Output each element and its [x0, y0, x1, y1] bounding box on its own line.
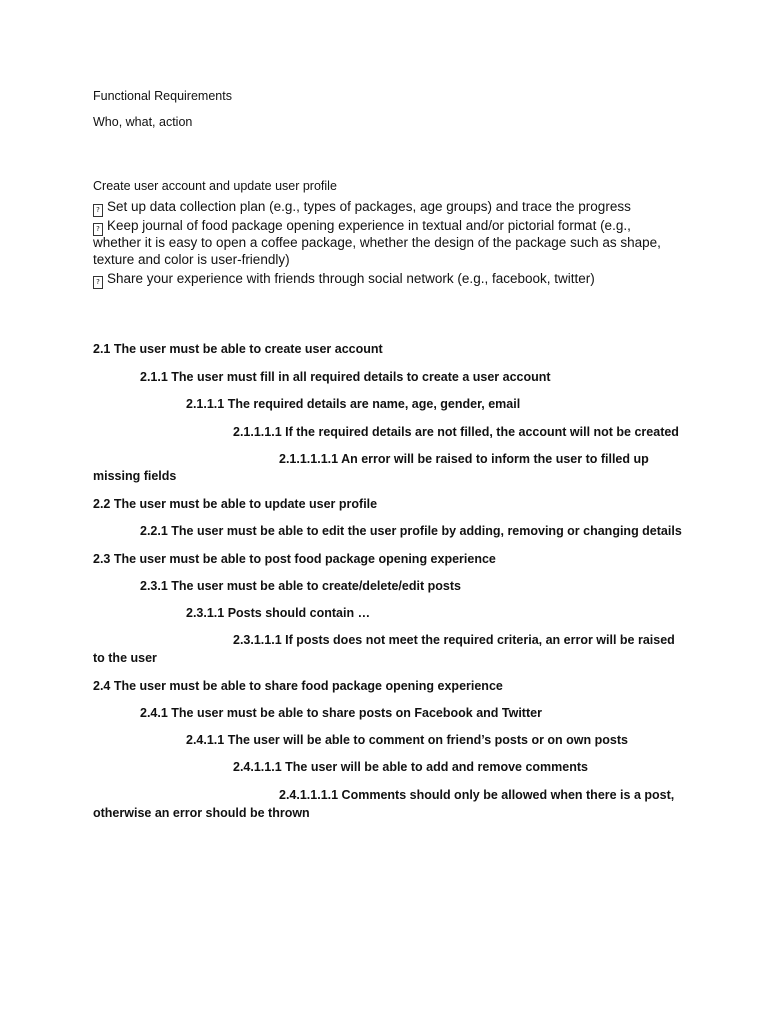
requirement-2-1-1: 2.1.1 The user must fill in all required details to create a user account [140, 370, 551, 384]
bullet-continuation: whether it is easy to open a coffee package, whether the design of the package such as shape, [93, 235, 661, 250]
requirement-2-3-1-1: 2.3.1.1 Posts should contain … [186, 606, 371, 620]
bullet-icon: ? [93, 204, 103, 217]
bullet-text: Share your experience with friends through social network (e.g., facebook, twitter) [107, 271, 595, 286]
bullet-text: Set up data collection plan (e.g., types of packages, age groups) and trace the progress [107, 199, 631, 214]
requirement-2-1-1-1-1: 2.1.1.1.1 If the required details are not filled, the account will not be created [233, 425, 679, 439]
requirement-continuation: missing fields [93, 469, 177, 483]
requirement-2-2-1: 2.2.1 The user must be able to edit the user profile by adding, removing or changing details [140, 524, 682, 538]
requirement-2-1-1-1-1-1: 2.1.1.1.1.1 An error will be raised to inform the user to filled up [279, 452, 649, 466]
bullet-item [93, 198, 631, 217]
document-subtitle: Who, what, action [93, 115, 193, 129]
requirement-2-3: 2.3 The user must be able to post food package opening experience [93, 552, 496, 566]
requirement-2-2: 2.2 The user must be able to update user profile [93, 497, 378, 511]
intro-heading: Create user account and update user profile [93, 179, 337, 193]
requirement-2-1: 2.1 The user must be able to create user account [93, 342, 383, 356]
bullet-continuation: texture and color is user-friendly) [93, 252, 290, 267]
requirement-2-4-1-1-1-1: 2.4.1.1.1.1 Comments should only be allowed when there is a post, [279, 788, 675, 802]
requirement-continuation: to the user [93, 651, 157, 665]
requirement-2-3-1: 2.3.1 The user must be able to create/delete/edit posts [140, 579, 461, 593]
requirement-2-3-1-1-1: 2.3.1.1.1 If posts does not meet the required criteria, an error will be raised [233, 633, 675, 647]
document-title: Functional Requirements [93, 89, 232, 103]
requirement-2-1-1-1: 2.1.1.1 The required details are name, age, gender, email [186, 397, 521, 411]
bullet-text: Keep journal of food package opening experience in textual and/or pictorial format (e.g., [107, 218, 631, 233]
requirement-2-4-1-1-1: 2.4.1.1.1 The user will be able to add and remove comments [233, 760, 588, 774]
bullet-item [93, 270, 595, 289]
requirement-2-4-1-1: 2.4.1.1 The user will be able to comment on friend’s posts or on own posts [186, 733, 628, 747]
bullet-icon: ? [93, 276, 103, 289]
requirement-continuation: otherwise an error should be thrown [93, 806, 310, 820]
requirement-2-4-1: 2.4.1 The user must be able to share posts on Facebook and Twitter [140, 706, 542, 720]
requirement-2-4: 2.4 The user must be able to share food package opening experience [93, 679, 503, 693]
bullet-icon: ? [93, 223, 103, 236]
